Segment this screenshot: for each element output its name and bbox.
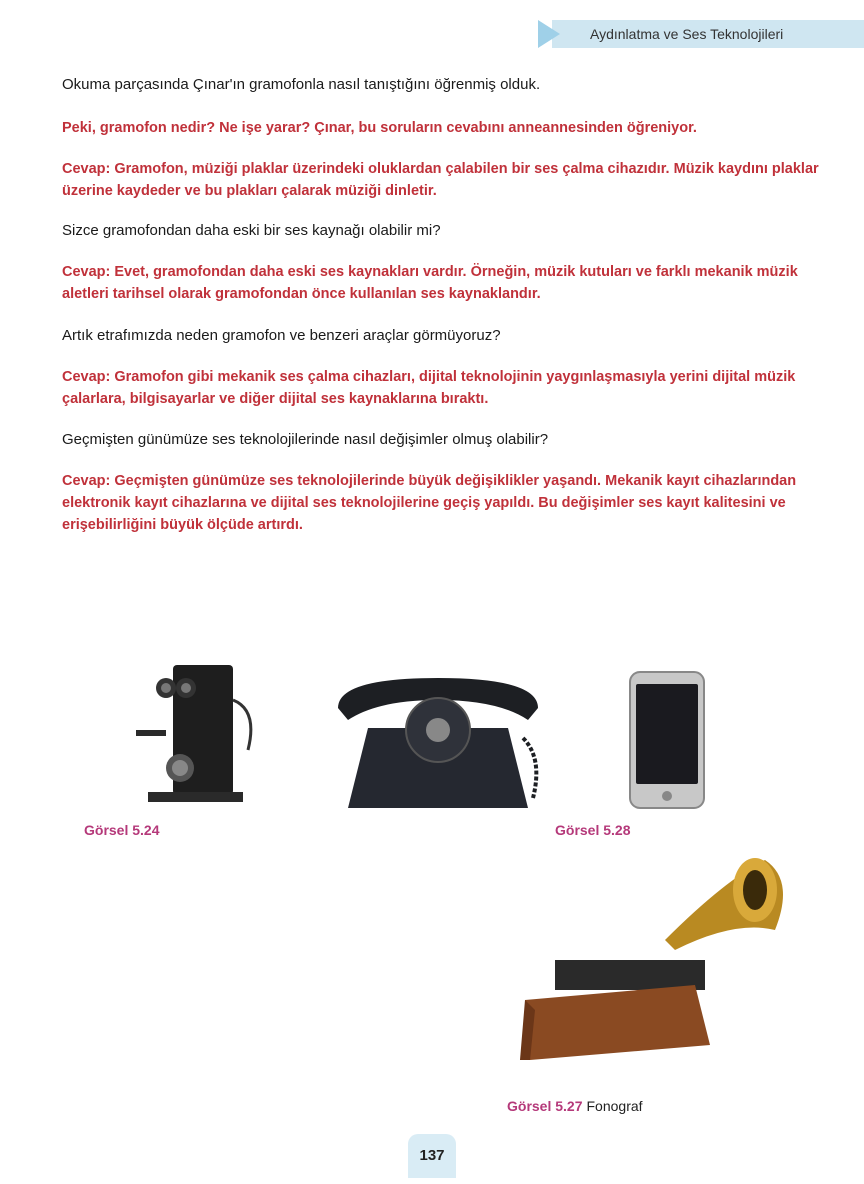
caption-gorsel-5-27-number: Görsel 5.27 (507, 1098, 583, 1114)
header-chevron-icon (538, 20, 560, 48)
answer-3: Cevap: Gramofon gibi mekanik ses çalma cihazları, dijital teknolojinin yaygınlaşmasıyla yerini dijital müzik çalarlara, bilgisayarlar ve diğer dijital ses kaynaklarına bıraktı. (62, 369, 796, 407)
answer-1: Cevap: Gramofon, müziği plaklar üzerindeki oluklardan çalabilen bir ses çalma cihazıdır. Müzik kaydını plaklar üzerine kaydeder ve bu plakları çalarak müziği dinletir. (62, 161, 819, 199)
caption-gorsel-5-27 (507, 1098, 643, 1114)
question-1: Peki, gramofon nedir? Ne işe yarar? Çınar, bu soruların cevabını anneannesinden öğreniyor. (62, 120, 697, 136)
caption-gorsel-5-28: Görsel 5.28 (555, 822, 631, 838)
answer-4: Cevap: Geçmişten günümüze ses teknolojilerinde büyük değişiklikler yaşandı. Mekanik kayıt cihazlarından elektronik kayıt cihazlarına ve dijital ses teknolojilerine geçiş yapıldı. Bu değişimler ses kayıt kalitesini ve erişebilirliğini büyük ölçüde artırdı. (62, 473, 797, 533)
question-2: Sizce gramofondan daha eski bir ses kaynağı olabilir mi? (62, 222, 441, 239)
caption-gorsel-5-27-label: Fonograf (586, 1098, 643, 1114)
question-4: Geçmişten günümüze ses teknolojilerinde nasıl değişimler olmuş olabilir? (62, 431, 549, 448)
caption-gorsel-5-24: Görsel 5.24 (84, 822, 160, 838)
header-title: Aydınlatma ve Ses Teknolojileri (590, 26, 784, 42)
rotary-telephone-image (328, 668, 558, 818)
page-number: 137 (408, 1134, 456, 1178)
answer-2: Cevap: Evet, gramofondan daha eski ses kaynakları vardır. Örneğin, müzik kutuları ve farklı mekanik müzik aletleri tarihsel olarak gramofondan önce kullanılan ses kaynaklandır. (62, 264, 798, 302)
question-3: Artık etrafımızda neden gramofon ve benzeri araçlar görmüyoruz? (62, 327, 501, 344)
antique-telephone-image (128, 660, 268, 810)
intro-paragraph: Okuma parçasında Çınar'ın gramofonla nasıl tanıştığını öğrenmiş olduk. (62, 76, 541, 93)
smartphone-image (628, 670, 708, 810)
phonograph-image (515, 850, 795, 1090)
